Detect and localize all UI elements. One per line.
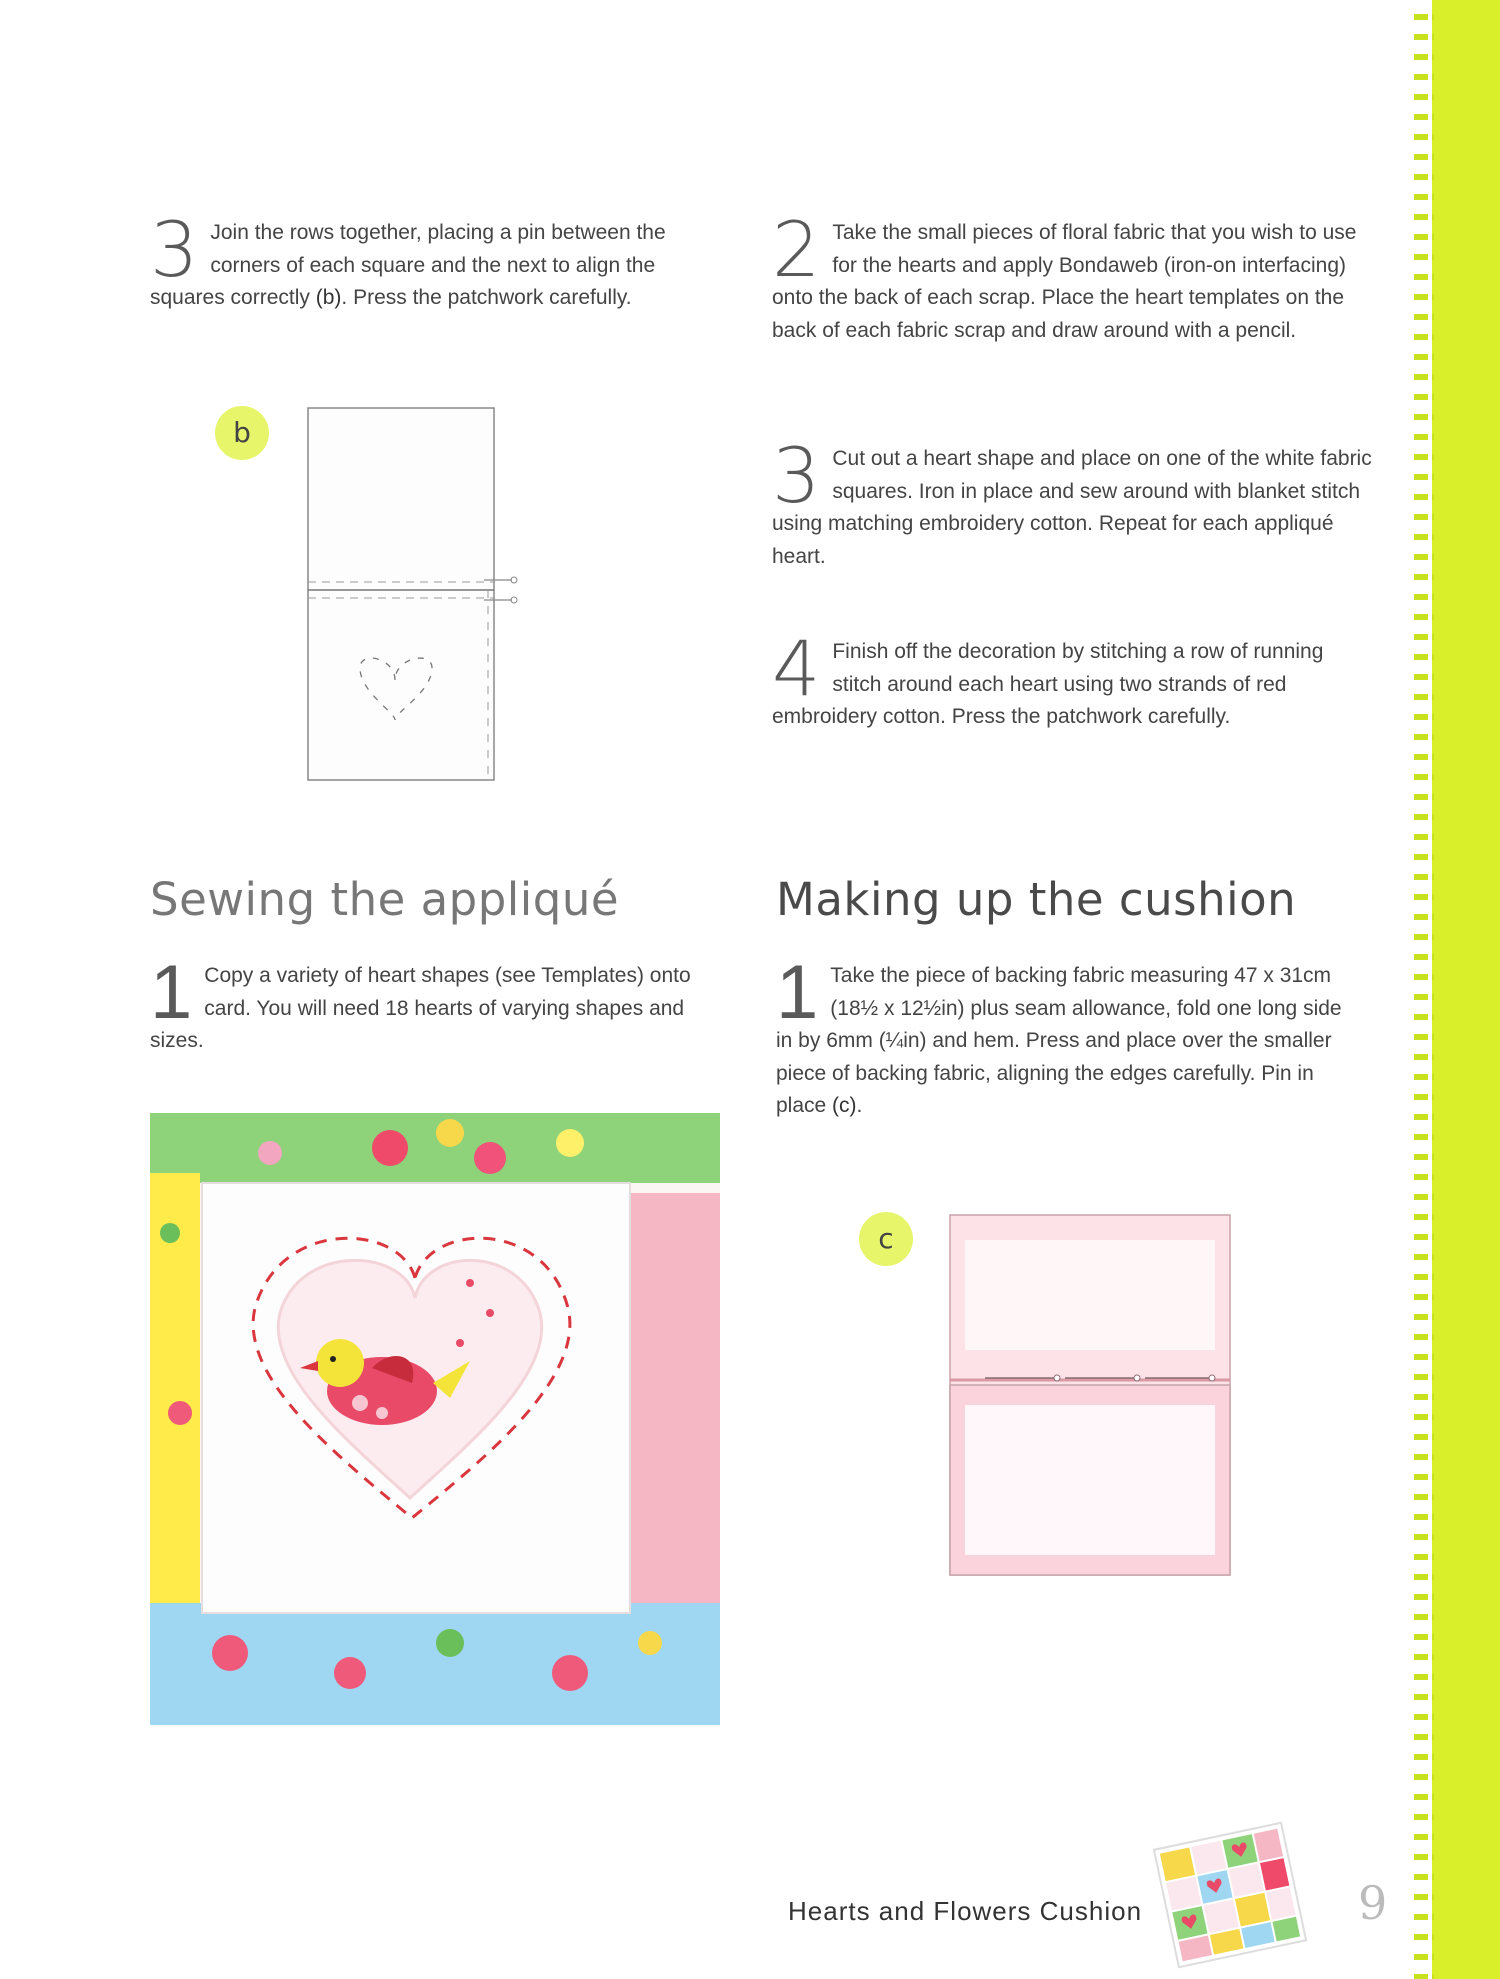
diagram-b-label: b xyxy=(215,406,269,460)
pink-dotted-fabric xyxy=(630,1193,720,1653)
step-number: 3 xyxy=(150,205,199,294)
pin-head-icon xyxy=(1134,1375,1140,1381)
right-step-2 xyxy=(772,205,1372,347)
step-number: 2 xyxy=(772,205,821,294)
section-heading-cushion: Making up the cushion xyxy=(776,873,1297,926)
pin-head-icon xyxy=(1209,1375,1215,1381)
applique-step-1 xyxy=(150,950,710,1058)
bird-head-icon xyxy=(316,1339,364,1387)
step-number: 4 xyxy=(772,624,821,713)
footer-book-title: Hearts and Flowers Cushion xyxy=(788,1896,1143,1926)
step-text: Copy a variety of heart shapes (see Templates) onto card. You will need 18 hearts of varying shapes and sizes. xyxy=(150,964,691,1052)
backing-fabric-highlight xyxy=(965,1240,1215,1350)
step-text: Cut out a heart shape and place on one of the white fabric squares. Iron in place and sew around with blanket stitch using matching embroidery cotton. Repeat for each appliqué heart. xyxy=(772,447,1372,568)
figure-ref-c: (c) xyxy=(832,1094,857,1117)
edge-stitching xyxy=(1414,0,1434,1979)
step-text-end: . Press the patchwork carefully. xyxy=(341,286,632,309)
right-step-3 xyxy=(772,431,1372,573)
green-floral-fabric xyxy=(150,1113,720,1183)
page-edge-trim xyxy=(1428,0,1500,1979)
pin-head-icon xyxy=(1054,1375,1060,1381)
diagram-c-label: c xyxy=(859,1212,913,1266)
page-number: 9 xyxy=(1358,1876,1388,1930)
cushion-step-1 xyxy=(776,950,1356,1123)
left-step-3 xyxy=(150,205,720,315)
step-number: 1 xyxy=(150,950,193,1035)
diagram-c xyxy=(945,1210,1235,1580)
backing-fabric-highlight xyxy=(965,1405,1215,1555)
step-number: 3 xyxy=(772,431,821,520)
step-text: Finish off the decoration by stitching a row of running stitch around each heart using two strands of red embroidery cotton. Press the patchwork carefully. xyxy=(772,640,1324,728)
figure-ref-b: (b) xyxy=(315,286,342,309)
step-text: Take the piece of backing fabric measuring 47 x 31cm (18½ x 12½in) plus seam allowance, fold one long side in by 6mm (¼in) and hem. Press and place over the smaller piece of backing fabric, aligning the edges carefully. Pin in place xyxy=(776,964,1342,1117)
diagram-b xyxy=(300,400,530,790)
step-text: Take the small pieces of floral fabric that you wish to use for the hearts and apply Bondaweb (iron-on interfacing) onto the back of each scrap. Place the heart templates on the back of each fabric scrap and draw around with a pencil. xyxy=(772,221,1357,342)
step-number: 1 xyxy=(776,950,819,1035)
step-text: Join the rows together, placing a pin between the corners of each square and the next to align the squares correctly xyxy=(150,221,666,309)
right-step-4 xyxy=(772,624,1372,734)
step-text-end: . xyxy=(856,1094,863,1117)
cushion-thumbnail xyxy=(1140,1820,1320,1970)
square-outline xyxy=(308,408,494,780)
applique-photo xyxy=(150,1113,720,1725)
section-heading-applique: Sewing the appliqué xyxy=(150,873,620,926)
